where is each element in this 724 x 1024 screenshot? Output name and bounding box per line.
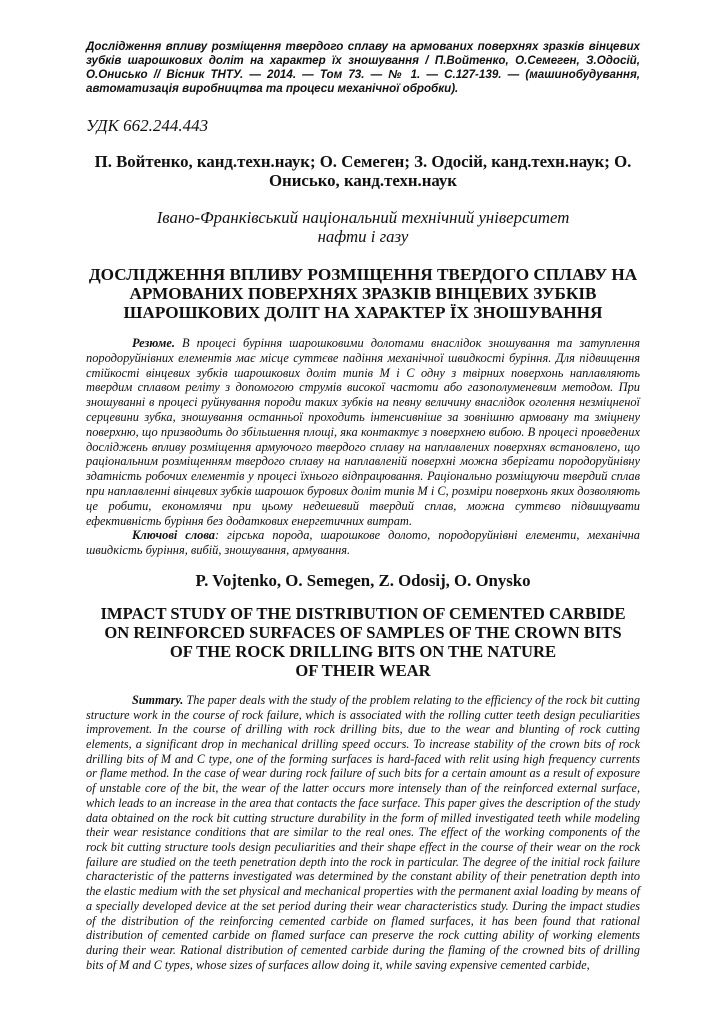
affiliation bbox=[86, 208, 640, 246]
summary-label: Summary. bbox=[132, 692, 184, 707]
abstract-ukrainian bbox=[86, 336, 640, 528]
summary-english bbox=[86, 693, 640, 972]
keywords-text: : гірська порода, шарошкове долото, породоруйнівні елементи, механічна швидкість буріння, вибій, зношування, армування. bbox=[86, 528, 640, 558]
keywords-label: Ключові слова bbox=[132, 528, 215, 543]
citation-reference: Дослідження впливу розміщення твердого сплаву на армованих поверхнях зразків вінцевих зубків шарошкових доліт на характер їх зношування / П.Войтенко, О.Семеген, З.Одосій, О.Онисько // Вісник ТНТУ. — 2014. — Том 73. — № 1. — С.127-139. — (машинобудування, автоматизація виробництва та процеси механічної обробки). bbox=[86, 40, 640, 95]
title-en-line-3: OF THE ROCK DRILLING BITS ON THE NATURE bbox=[169, 641, 557, 661]
title-en-line-1: IMPACT STUDY OF THE DISTRIBUTION OF CEMENTED CARBIDE bbox=[100, 603, 626, 623]
title-ua-line-3: ШАРОШКОВИХ ДОЛІТ НА ХАРАКТЕР ЇХ ЗНОШУВАННЯ bbox=[123, 303, 603, 322]
paper-page bbox=[86, 40, 640, 972]
abstract-text: В процесі буріння шарошковими долотами внаслідок зношування та затуплення породоруйнівних елементів має місце суттєве падіння механічної швидкості буріння. Для підвищення стійкості вінцевих зубків шарошкових доліт типів М і С одну з твірних поверхонь наплавляють твердим сплавом реліту з допомогою струмів високої частоти або газополуменевим методом. При зношуванні в процесі руйнування породи таких зубків на певну величину внаслідок оголення незміцненої серцевини зубка, зношування останньої проходить інтенсивніше за зовнішню армовану та зміцнену поверхню, що призводить до збільшення площі, яка контактує з поверхнею вибою. В процесі проведених досліджень впливу розміщення армуючого твердого сплаву на наплавлених поверхнях встановлено, що раціональним розміщенням твердого сплаву на наплавленій поверхні можна зберігати породоруйнівну здатність робочих елементів у процесі їхнього відпрацювання. Раціонально розміщуючи твердий сплав при наплавленні вінцевих зубків шарошок бурових доліт типів М і С, розміри поверхонь яких дозволяють це робити, економлячи при цьому недешевий твердий сплав, можна суттєво підвищувати ефективність буріння без додаткових енергетичних витрат. bbox=[86, 336, 640, 528]
title-ukrainian bbox=[86, 265, 640, 322]
udc-code: УДК 662.244.443 bbox=[86, 116, 209, 135]
abstract-label: Резюме. bbox=[132, 336, 175, 350]
title-ua-line-2: АРМОВАНИХ ПОВЕРХНЯХ ЗРАЗКІВ ВІНЦЕВИХ ЗУБКІВ bbox=[129, 284, 597, 303]
affiliation-line-2: нафти і газу bbox=[317, 227, 409, 246]
authors-english: P. Vojtenko, O. Semegen, Z. Odosij, O. Onysko bbox=[195, 570, 531, 590]
authors-ukrainian: П. Войтенко, канд.техн.наук; О. Семеген; З. Одосій, канд.техн.наук; О. Онисько, канд.техн.наук bbox=[94, 152, 632, 190]
title-en-line-4: OF THEIR WEAR bbox=[295, 660, 431, 680]
affiliation-line-1: Івано-Франківський національний технічний університет bbox=[156, 208, 570, 227]
title-english bbox=[86, 604, 640, 680]
keywords-ukrainian bbox=[86, 528, 640, 558]
title-en-line-2: ON REINFORCED SURFACES OF SAMPLES OF THE CROWN BITS bbox=[104, 622, 622, 642]
summary-text: The paper deals with the study of the problem relating to the efficiency of the rock bit cutting structure work in the course of rock failure, which is associated with the rolling cutter teeth design peculiarities improvement. In the course of drilling with rock drilling bits, due to the wear and blunting of rock cutting elements, a significant drop in mechanical drilling speed occurs. To increase stability of the crown bits of rock drilling bits of M and C type, one of the forming surfaces is hard-faced with relit using high frequency currents or flame method. In the case of wear during rock failure of such bits for a certain amount as a result of exposure of unstable core of the bit, the wear of the latter occurs more intensely than of the reinforced external surface, which leads to an increase in the area that contacts the face surface. This paper gives the description of the study data obtained on the rock bit cutting structure durability in the form of milled investigated teeth while modeling their wear resistance conditions that are similar to the real ones. The effect of the working components of the rock bit cutting structure tools design peculiarities and their shape effect in the course of their wear on the rock failure are studied on the teeth penetration depth into the rock in particular. The degree of the initial rock failure characteristic of the patterns investigated was determined by the constant ability of their penetration depth into the elastic medium with the set physical and mechanical properties with the permanent axial loading by means of a specially developed device at the set period during their wear characteristics study. During the impact studies of the distribution of the reinforcing cemented carbide on flamed surfaces, it has been found that rational distribution of cemented carbide on flamed surface can preserve the rock cutting ability of working elements during their wear. Rational distribution of cemented carbide during the flaming of the crowned bits of drilling bits of M and C types, whose sizes of surfaces allow doing it, while saving expensive cemented carbide, bbox=[86, 692, 640, 972]
title-ua-line-1: ДОСЛІДЖЕННЯ ВПЛИВУ РОЗМІЩЕННЯ ТВЕРДОГО СПЛАВУ НА bbox=[88, 265, 638, 284]
